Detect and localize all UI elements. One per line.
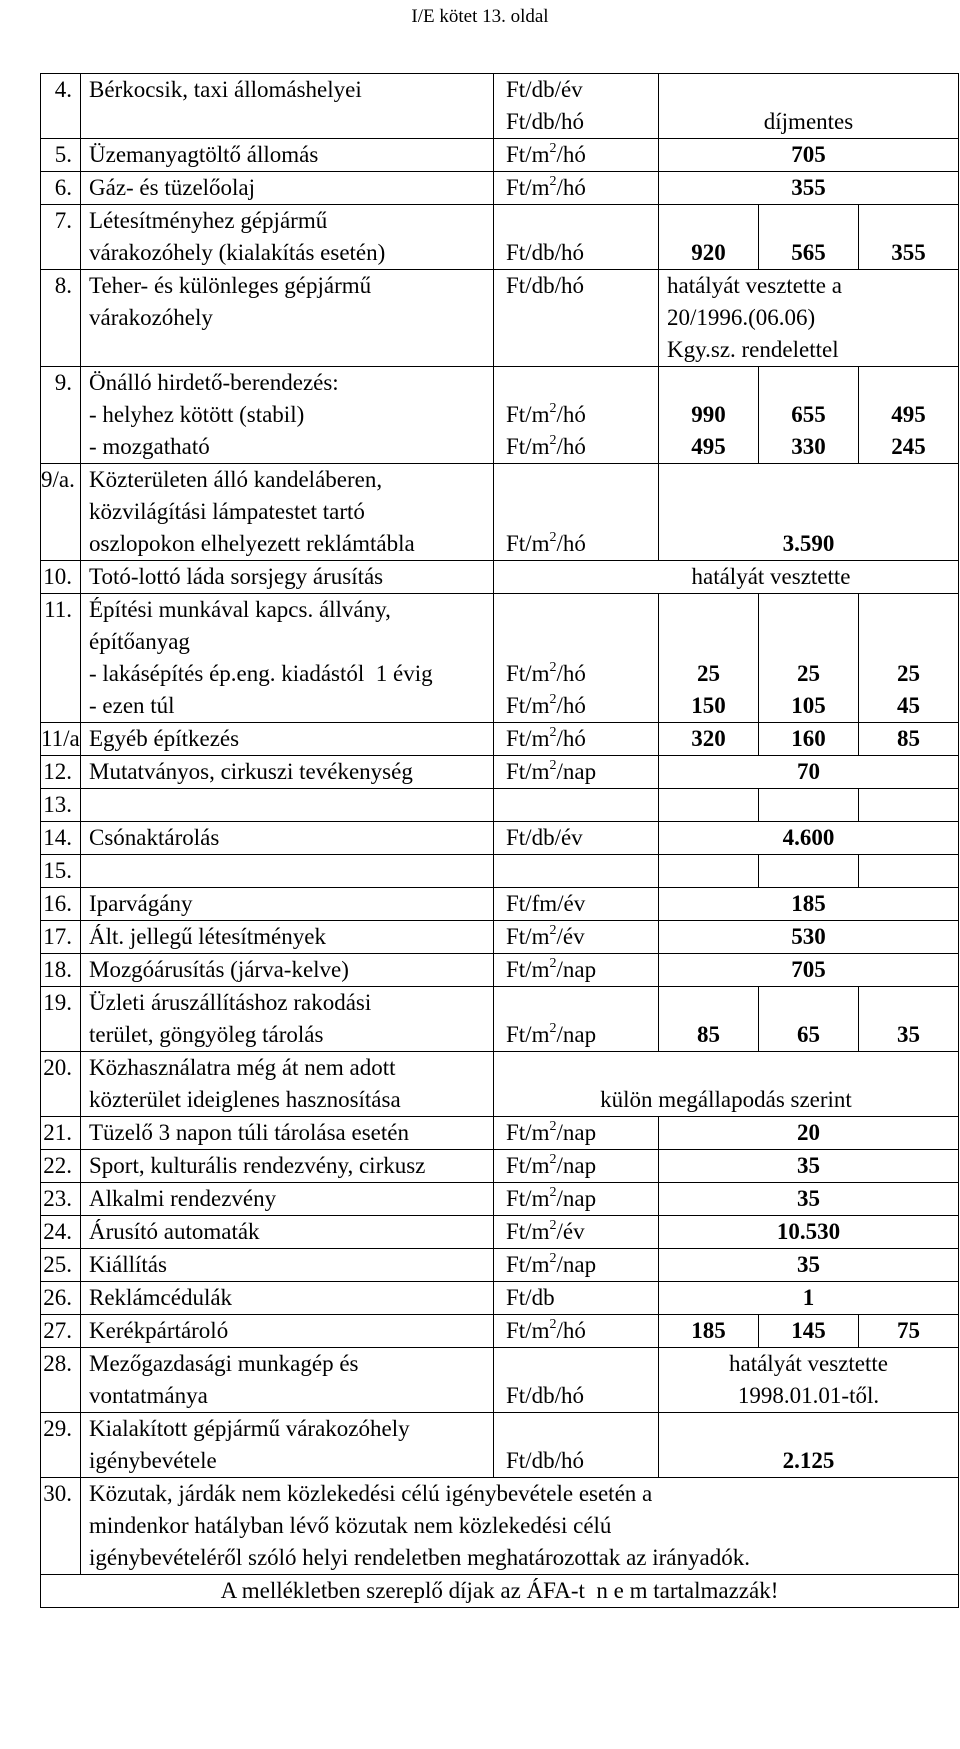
row-unit: Ft/db/hó — [494, 1413, 659, 1478]
table-row — [41, 855, 959, 888]
row-number: 19. — [41, 987, 81, 1052]
row-value-3: 35 — [859, 987, 959, 1052]
table-row — [41, 1282, 959, 1315]
row-number: 14. — [41, 822, 81, 855]
row-value-2: 145 — [759, 1315, 859, 1348]
row-number: 15. — [41, 855, 81, 888]
row-value: 355 — [659, 172, 959, 205]
table-row — [41, 561, 959, 594]
row-unit: $Ft/m^2$/nap — [494, 1249, 659, 1282]
row-unit: $Ft/m^2/hó$ — [494, 464, 659, 561]
fee-table-container — [40, 73, 958, 1608]
table-row — [41, 954, 959, 987]
row-unit: Ft/db/hó — [494, 270, 659, 367]
row-unit: $Ft/m^2/hó$ — [494, 139, 659, 172]
row-unit: $Ft/m^2/hó$ — [494, 723, 659, 756]
table-row — [41, 1183, 959, 1216]
row-unit: $Ft/m^2/év$ — [494, 1216, 659, 1249]
table-row — [41, 1315, 959, 1348]
row-unit: $Ft/m^2/hó$ — [494, 172, 659, 205]
row-value: 35 — [659, 1150, 959, 1183]
table-row — [41, 1216, 959, 1249]
row-unit: $Ft/m^2$/nap — [494, 987, 659, 1052]
row-value-1: 185 — [659, 1315, 759, 1348]
page-header: I/E kötet 13. oldal — [411, 6, 549, 27]
row-value: 1 — [659, 1282, 959, 1315]
row-value-1: 990 495 — [659, 367, 759, 464]
table-row — [41, 594, 959, 723]
table-row — [41, 756, 959, 789]
table-row — [41, 1150, 959, 1183]
row-value-2: 65 — [759, 987, 859, 1052]
row-unit: Ft/db/év Ft/db/hó — [494, 74, 659, 139]
row-description: Közterületen álló kandeláberen, közvilágítási lámpatestet tartó oszlopokon elhelyezett reklámtábla — [81, 464, 494, 561]
row-description: Létesítményhez gépjármű várakozóhely (kialakítás esetén) — [81, 205, 494, 270]
row-description: Építési munkával kapcs. állvány, építőanyag - lakásépítés ép.eng. kiadástól 1 évig - ezen túl — [81, 594, 494, 723]
row-number: 25. — [41, 1249, 81, 1282]
table-row — [41, 822, 959, 855]
row-unit: $Ft/m^2$/nap — [494, 954, 659, 987]
row-number: 11/a — [41, 723, 81, 756]
table-row — [41, 921, 959, 954]
row-value: 35 — [659, 1249, 959, 1282]
row-unit: $Ft/m^2$/nap — [494, 1183, 659, 1216]
row-value: 10.530 — [659, 1216, 959, 1249]
table-row — [41, 464, 959, 561]
row-value-1: 85 — [659, 987, 759, 1052]
row-description: Közhasználatra még át nem adott közterület ideiglenes hasznosítása — [81, 1052, 494, 1117]
row-unit: $Ft/m^2/hó$ — [494, 1315, 659, 1348]
row-number: 9/a. — [41, 464, 81, 561]
fee-table — [40, 73, 959, 1608]
row-value: 530 — [659, 921, 959, 954]
row-description: Kialakított gépjármű várakozóhely igénybevétele — [81, 1413, 494, 1478]
row-value: 705 — [659, 139, 959, 172]
table-footer-row — [41, 1575, 959, 1608]
row-value-1: 25 150 — [659, 594, 759, 723]
row-number: 27. — [41, 1315, 81, 1348]
row-number: 11. — [41, 594, 81, 723]
table-row — [41, 723, 959, 756]
row-value-3: 495 245 — [859, 367, 959, 464]
row-description: Kiállítás — [81, 1249, 494, 1282]
row-unit: $Ft/m^2/hó$ $Ft/m^2/hó$ — [494, 594, 659, 723]
row-number: 20. — [41, 1052, 81, 1117]
row-description: Teher- és különleges gépjármű várakozóhely — [81, 270, 494, 367]
table-row — [41, 1478, 959, 1575]
row-description: Bérkocsik, taxi állomáshelyei — [81, 74, 494, 139]
row-value-3: 75 — [859, 1315, 959, 1348]
row-number: 22. — [41, 1150, 81, 1183]
table-row — [41, 1413, 959, 1478]
row-number: 6. — [41, 172, 81, 205]
table-row — [41, 1052, 959, 1117]
row-number: 4. — [41, 74, 81, 139]
row-note: hatályát vesztette 1998.01.01-től. — [659, 1348, 959, 1413]
row-description: Önálló hirdető-berendezés: - helyhez kötött (stabil) - mozgatható — [81, 367, 494, 464]
table-row — [41, 789, 959, 822]
row-description: Kerékpártároló — [81, 1315, 494, 1348]
row-value-2: 565 — [759, 205, 859, 270]
row-value: 185 — [659, 888, 959, 921]
row-value: 4.600 — [659, 822, 959, 855]
row-description: Mutatványos, cirkuszi tevékenység — [81, 756, 494, 789]
row-description: Alkalmi rendezvény — [81, 1183, 494, 1216]
row-unit: $Ft/m^2/év$ — [494, 921, 659, 954]
table-row — [41, 1117, 959, 1150]
row-number: 26. — [41, 1282, 81, 1315]
row-description: Csónaktárolás — [81, 822, 494, 855]
row-number: 21. — [41, 1117, 81, 1150]
row-note: hatályát vesztette — [494, 561, 959, 594]
row-value: 705 — [659, 954, 959, 987]
table-row — [41, 1348, 959, 1413]
row-value: díjmentes — [659, 74, 959, 139]
row-number: 17. — [41, 921, 81, 954]
row-unit: $Ft/m^2$/nap — [494, 1117, 659, 1150]
row-description: Közutak, járdák nem közlekedési célú igénybevétele esetén a mindenkor hatályban lévő közutak nem közlekedési célú igénybevételéről szóló helyi rendeletben meghatározottak az irányadók. — [81, 1478, 959, 1575]
row-number: 24. — [41, 1216, 81, 1249]
row-number: 8. — [41, 270, 81, 367]
row-value-3: 25 45 — [859, 594, 959, 723]
table-row — [41, 1249, 959, 1282]
table-row — [41, 888, 959, 921]
row-value: 35 — [659, 1183, 959, 1216]
row-note: hatályát vesztette a 20/1996.(06.06) Kgy.sz. rendelettel — [659, 270, 959, 367]
row-number: 23. — [41, 1183, 81, 1216]
row-description: Ált. jellegű létesítmények — [81, 921, 494, 954]
row-value: 20 — [659, 1117, 959, 1150]
row-description: Árusító automaták — [81, 1216, 494, 1249]
row-number: 9. — [41, 367, 81, 464]
row-value-3: 85 — [859, 723, 959, 756]
vat-note: A mellékletben szereplő díjak az ÁFA-t n e m tartalmazzák! — [41, 1575, 959, 1608]
row-value: 70 — [659, 756, 959, 789]
row-unit: Ft/db/hó — [494, 1348, 659, 1413]
row-description: Totó-lottó láda sorsjegy árusítás — [81, 561, 494, 594]
row-number: 12. — [41, 756, 81, 789]
table-row — [41, 270, 959, 367]
row-unit: Ft/db — [494, 1282, 659, 1315]
table-row — [41, 172, 959, 205]
row-description: Sport, kulturális rendezvény, cirkusz — [81, 1150, 494, 1183]
row-description: Reklámcédulák — [81, 1282, 494, 1315]
row-number: 10. — [41, 561, 81, 594]
row-value-3: 355 — [859, 205, 959, 270]
row-number: 30. — [41, 1478, 81, 1575]
row-value-2: 25 105 — [759, 594, 859, 723]
row-number: 5. — [41, 139, 81, 172]
row-value-1: 320 — [659, 723, 759, 756]
row-description: Gáz- és tüzelőolaj — [81, 172, 494, 205]
row-unit: $Ft/m^2$/nap — [494, 1150, 659, 1183]
row-unit: Ft/fm/év — [494, 888, 659, 921]
row-number: 16. — [41, 888, 81, 921]
row-unit: $Ft/m^2$/nap — [494, 756, 659, 789]
table-row — [41, 139, 959, 172]
row-description: Üzemanyagtöltő állomás — [81, 139, 494, 172]
table-row — [41, 987, 959, 1052]
row-description: Egyéb építkezés — [81, 723, 494, 756]
table-row — [41, 367, 959, 464]
row-unit: Ft/db/év — [494, 822, 659, 855]
row-number: 13. — [41, 789, 81, 822]
row-description: Üzleti áruszállításhoz rakodási terület, göngyöleg tárolás — [81, 987, 494, 1052]
row-number: 7. — [41, 205, 81, 270]
row-value: 2.125 — [659, 1413, 959, 1478]
row-description: Mezőgazdasági munkagép és vontatmánya — [81, 1348, 494, 1413]
row-value: 3.590 — [659, 464, 959, 561]
row-note: külön megállapodás szerint — [494, 1052, 959, 1117]
table-row — [41, 205, 959, 270]
row-description: Tüzelő 3 napon túli tárolása esetén — [81, 1117, 494, 1150]
row-unit: Ft/db/hó — [494, 205, 659, 270]
row-number: 28. — [41, 1348, 81, 1413]
row-description: Mozgóárusítás (járva-kelve) — [81, 954, 494, 987]
row-value-1: 920 — [659, 205, 759, 270]
row-number: 29. — [41, 1413, 81, 1478]
row-value-2: 160 — [759, 723, 859, 756]
row-value-2: 655 330 — [759, 367, 859, 464]
row-number: 18. — [41, 954, 81, 987]
row-description: Iparvágány — [81, 888, 494, 921]
row-unit: $Ft/m^2/hó$ $Ft/m^2/hó$ — [494, 367, 659, 464]
table-row — [41, 74, 959, 139]
